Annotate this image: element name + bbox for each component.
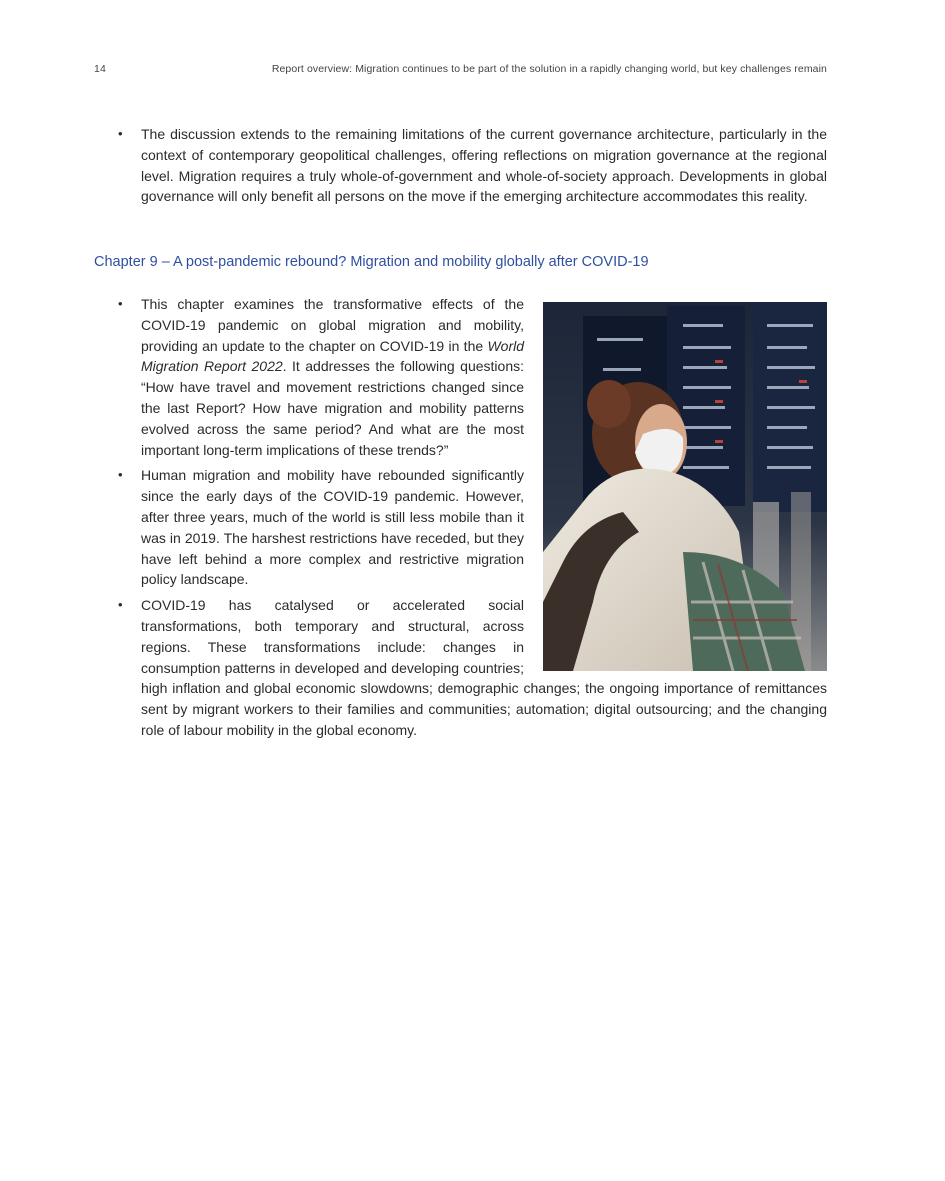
bullet-icon: • bbox=[118, 296, 123, 311]
bullet-text-before: This chapter examines the transformative effects of the COVID-19 pandemic on global migration and mobility, providing an update to the chapter on COVID-19 in the bbox=[141, 296, 524, 354]
list-item bbox=[94, 124, 827, 207]
bullet-text: Human migration and mobility have rebounded significantly since the early days of the COVID-19 pandemic. However, after three years, much of the world is still less mobile than it was in 2019. The harshest restrictions have receded, but they have left behind a more complex and restrictive migration policy landscape. bbox=[141, 467, 524, 588]
bullet-icon: • bbox=[118, 467, 123, 483]
page-number: 14 bbox=[94, 63, 106, 75]
report-title-italic: World Migration Report 2022 bbox=[141, 337, 524, 375]
list-item bbox=[94, 294, 827, 460]
bullet-text: The discussion extends to the remaining limitations of the current governance architecture, particularly in the context of contemporary geopolitical challenges, offering reflections on migration governance at the regional level. Migration requires a truly whole-of-government and whole-of-society approach. Developments in global governance will only benefit all persons on the move if the emerging architecture accommodates this reality. bbox=[141, 126, 827, 205]
intro-bullet-list bbox=[94, 124, 827, 212]
chapter-bullet-list bbox=[94, 294, 827, 746]
list-item bbox=[94, 465, 827, 590]
list-item bbox=[94, 595, 827, 741]
bullet-icon: • bbox=[118, 597, 123, 613]
bullet-icon: • bbox=[118, 126, 123, 141]
chapter-heading: Chapter 9 – A post-pandemic rebound? Migration and mobility globally after COVID-19 bbox=[94, 254, 649, 270]
page-header bbox=[94, 63, 827, 75]
bullet-text: COVID-19 has catalysed or accelerated social transformations, both temporary and structural, across regions. These transformations include: changes in consumption patterns in developed and developing countries; high inflation and global economic slowdowns; demographic changes; the ongoing importance of remittances sent by migrant workers to their families and communities; automation; digital outsourcing; and the changing role of labour mobility in the global economy. bbox=[141, 597, 827, 738]
bullet-text-after: . It addresses the following questions: “How have travel and movement restrictions changed since the last Report? How have migration and mobility patterns evolved across the same period? And what are the most important long-term implications of these trends?” bbox=[141, 358, 524, 458]
running-title: Report overview: Migration continues to be part of the solution in a rapidly changing world, but key challenges remain bbox=[271, 63, 827, 75]
